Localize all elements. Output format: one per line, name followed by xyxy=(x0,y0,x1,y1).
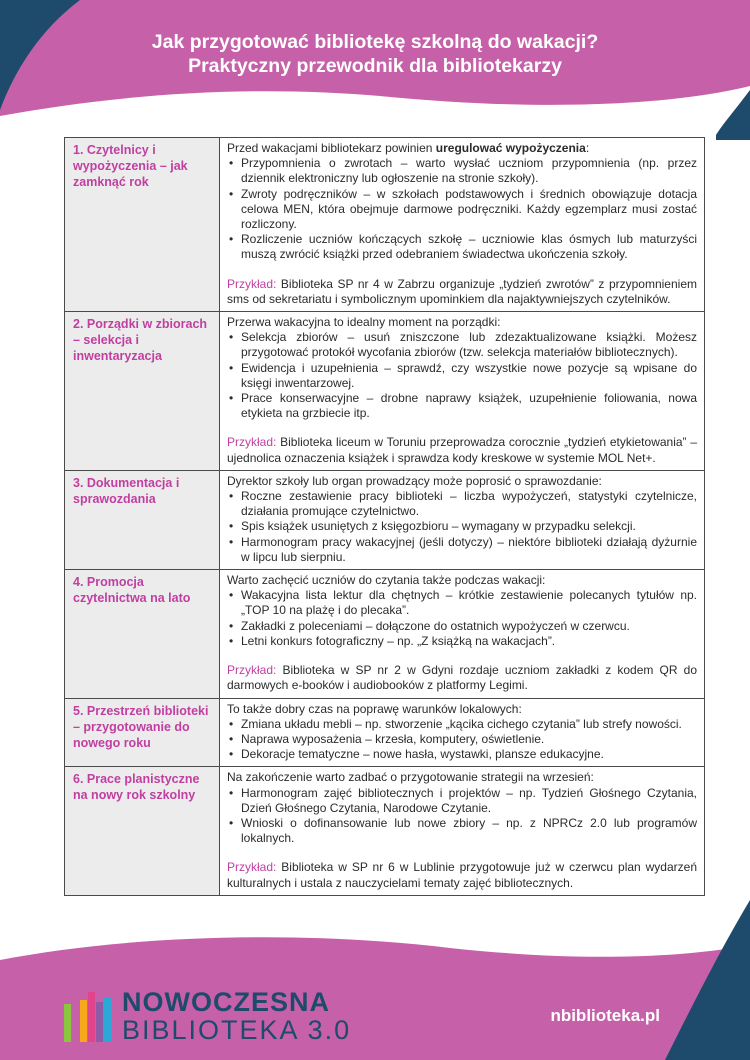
bullet-list xyxy=(227,717,697,763)
section-title: 4. Promocja czytelnictwa na lato xyxy=(73,575,191,606)
section-row xyxy=(65,312,705,471)
example-paragraph xyxy=(227,277,697,307)
section-heading-cell xyxy=(65,312,220,471)
section-title: 5. Przestrzeń biblioteki – przygotowanie do nowego roku xyxy=(73,703,209,750)
logo-line-1: NOWOCZESNA xyxy=(122,987,330,1017)
section-heading-cell xyxy=(65,570,220,698)
section-title: 3. Dokumentacja i sprawozdania xyxy=(73,475,180,506)
intro-text: Na zakończenie warto zadbać o przygotowanie strategii na wrzesień: xyxy=(227,770,594,785)
example-text: Biblioteka w SP nr 2 w Gdyni rozdaje uczniom zakładki z kodem QR do darmowych e-booków i audiobooków z platformy Legimi. xyxy=(227,663,697,693)
section-heading-cell xyxy=(65,698,220,767)
section-row xyxy=(65,767,705,895)
bullet-item: • Harmonogram pracy wakacyjnej (jeśli dotyczy) – niektóre biblioteki działają dyżurnie w lipcu lub sierpniu. xyxy=(227,535,697,565)
bullet-item: • Przypomnienia o zwrotach – warto wysłać uczniom przypomnienia (np. przez dziennik elektroniczny lub ogłoszenie na stronie szkoły). xyxy=(227,156,697,186)
section-title: 1. Czytelnicy i wypożyczenia – jak zamknąć rok xyxy=(73,143,188,189)
bullet-item: • Rozliczenie uczniów kończących szkołę – uczniowie klas ósmych lub maturzyści muszą zwrócić książki przed odebraniem świadectwa ukończenia szkoły. xyxy=(227,232,697,262)
section-content-cell xyxy=(220,470,705,569)
example-text: Biblioteka liceum w Toruniu przeprowadza corocznie „tydzień etykietowania” – ujednolica oznaczenia książek i sprawdza kody kreskowe w systemie MOL Net+. xyxy=(227,435,697,465)
page-title xyxy=(0,30,750,78)
bullet-item: • Harmonogram zajęć bibliotecznych i projektów – np. Tydzień Głośnego Czytania, Dzień Głośnego Czytania, Narodowe Czytanie. xyxy=(227,786,697,816)
intro-text: Warto zachęcić uczniów do czytania także podczas wakacji: xyxy=(227,573,546,588)
bullet-item: • Ewidencja i uzupełnienia – sprawdź, czy wszystkie nowe pozycje są wpisane do księgi inwentarzowej. xyxy=(227,361,697,391)
title-line-1: Jak przygotować bibliotekę szkolną do wakacji? xyxy=(151,31,599,53)
logo-text xyxy=(122,988,351,1044)
section-intro xyxy=(227,770,697,785)
section-content-cell xyxy=(220,570,705,698)
right-navy-stripe xyxy=(716,90,750,140)
section-heading-cell xyxy=(65,138,220,312)
bullet-item: • Wnioski o dofinansowanie lub nowe zbiory – np. z NPRCz 2.0 lub programów lokalnych. xyxy=(227,816,697,846)
bullet-list xyxy=(227,156,697,262)
bullet-item: • Zmiana układu mebli – np. stworzenie „kącika cichego czytania” lub strefy nowości. xyxy=(227,717,697,732)
section-heading-cell xyxy=(65,767,220,895)
bullet-item: • Dekoracje tematyczne – nowe hasła, wystawki, plansze edukacyjne. xyxy=(227,747,697,762)
bullet-item: • Letni konkurs fotograficzny – np. „Z książką na wakacjach”. xyxy=(227,634,697,649)
section-intro xyxy=(227,474,697,489)
section-row xyxy=(65,698,705,767)
bullet-item: • Zwroty podręczników – w szkołach podstawowych i średnich obowiązuje dotacja celowa MEN, która obejmuje darmowe podręczniki. Każdy egzemplarz musi zostać rozliczony. xyxy=(227,187,697,233)
bullet-item: • Prace konserwacyjne – drobne naprawy książek, uzupełnienie foliowania, nowa etykieta na grzbiecie itp. xyxy=(227,391,697,421)
example-label: Przykład: xyxy=(227,663,277,678)
title-line-2: Praktyczny przewodnik dla bibliotekarzy xyxy=(188,55,562,77)
section-row xyxy=(65,470,705,569)
bullet-item: • Spis książek usuniętych z księgozbioru – wymagany w przypadku selekcji. xyxy=(227,519,697,534)
example-paragraph xyxy=(227,435,697,465)
example-paragraph xyxy=(227,860,697,890)
website-link[interactable]: nbiblioteka.pl xyxy=(550,1006,660,1025)
example-label: Przykład: xyxy=(227,276,277,291)
bullet-list xyxy=(227,786,697,847)
bullet-item: • Selekcja zbiorów – usuń zniszczone lub zdezaktualizowane książki. Możesz przygotować protokół wycofania zbiorów (tzw. selekcja materiałów bibliotecznych). xyxy=(227,330,697,360)
bullet-list xyxy=(227,330,697,421)
bullet-item: • Naprawa wyposażenia – krzesła, komputery, oświetlenie. xyxy=(227,732,697,747)
section-heading-cell xyxy=(65,470,220,569)
intro-text: Dyrektor szkoły lub organ prowadzący może poprosić o sprawozdanie: xyxy=(227,473,602,488)
example-paragraph xyxy=(227,663,697,693)
example-text: Biblioteka SP nr 4 w Zabrzu organizuje „tydzień zwrotów” z przypomnieniem sms od sekretariatu i symbolicznym upominkiem dla najaktywniejszych czytelników. xyxy=(227,276,697,306)
section-content-cell xyxy=(220,138,705,312)
guide-table xyxy=(64,137,705,896)
section-intro xyxy=(227,315,697,330)
intro-emphasis: uregulować wypożyczenia xyxy=(435,141,586,155)
section-row xyxy=(65,138,705,312)
section-row xyxy=(65,570,705,698)
section-intro xyxy=(227,573,697,588)
logo-line-2: BIBLIOTEKA 3.0 xyxy=(122,1015,352,1045)
example-text: Biblioteka w SP nr 6 w Lublinie przygotowuje już w czerwcu plan wydarzeń kulturalnych i ustala z nauczycielami tematy zajęć bibliotecznych. xyxy=(227,860,697,890)
bullet-list xyxy=(227,588,697,649)
example-label: Przykład: xyxy=(227,435,277,450)
section-content-cell xyxy=(220,312,705,471)
example-label: Przykład: xyxy=(227,860,277,875)
section-title: 6. Prace planistyczne na nowy rok szkolny xyxy=(73,772,200,803)
bullet-list xyxy=(227,489,697,565)
intro-text: To także dobry czas na poprawę warunków lokalowych: xyxy=(227,701,522,716)
intro-text: Przed wakacjami bibliotekarz powinien xyxy=(227,141,436,155)
bullet-item: • Zakładki z poleceniami – dołączone do ostatnich wypożyczeń w czerwcu. xyxy=(227,619,697,634)
bullet-item: • Wakacyjna lista lektur dla chętnych – krótkie zestawienie polecanych tytułów np. „TOP 10 na plażę i do plecaka”. xyxy=(227,588,697,618)
intro-end: : xyxy=(585,141,590,155)
bullet-item: • Roczne zestawienie pracy biblioteki – liczba wypożyczeń, statystyki czytelnicze, działania promujące czytelnictwo. xyxy=(227,489,697,519)
section-content-cell xyxy=(220,698,705,767)
footer xyxy=(0,980,750,1060)
section-intro xyxy=(227,141,697,156)
section-intro xyxy=(227,702,697,717)
books-logo-icon xyxy=(64,990,116,1042)
intro-text: Przerwa wakacyjna to idealny moment na porządki: xyxy=(227,315,501,330)
section-content-cell xyxy=(220,767,705,895)
section-title: 2. Porządki w zbiorach – selekcja i inwentaryzacja xyxy=(73,317,208,364)
